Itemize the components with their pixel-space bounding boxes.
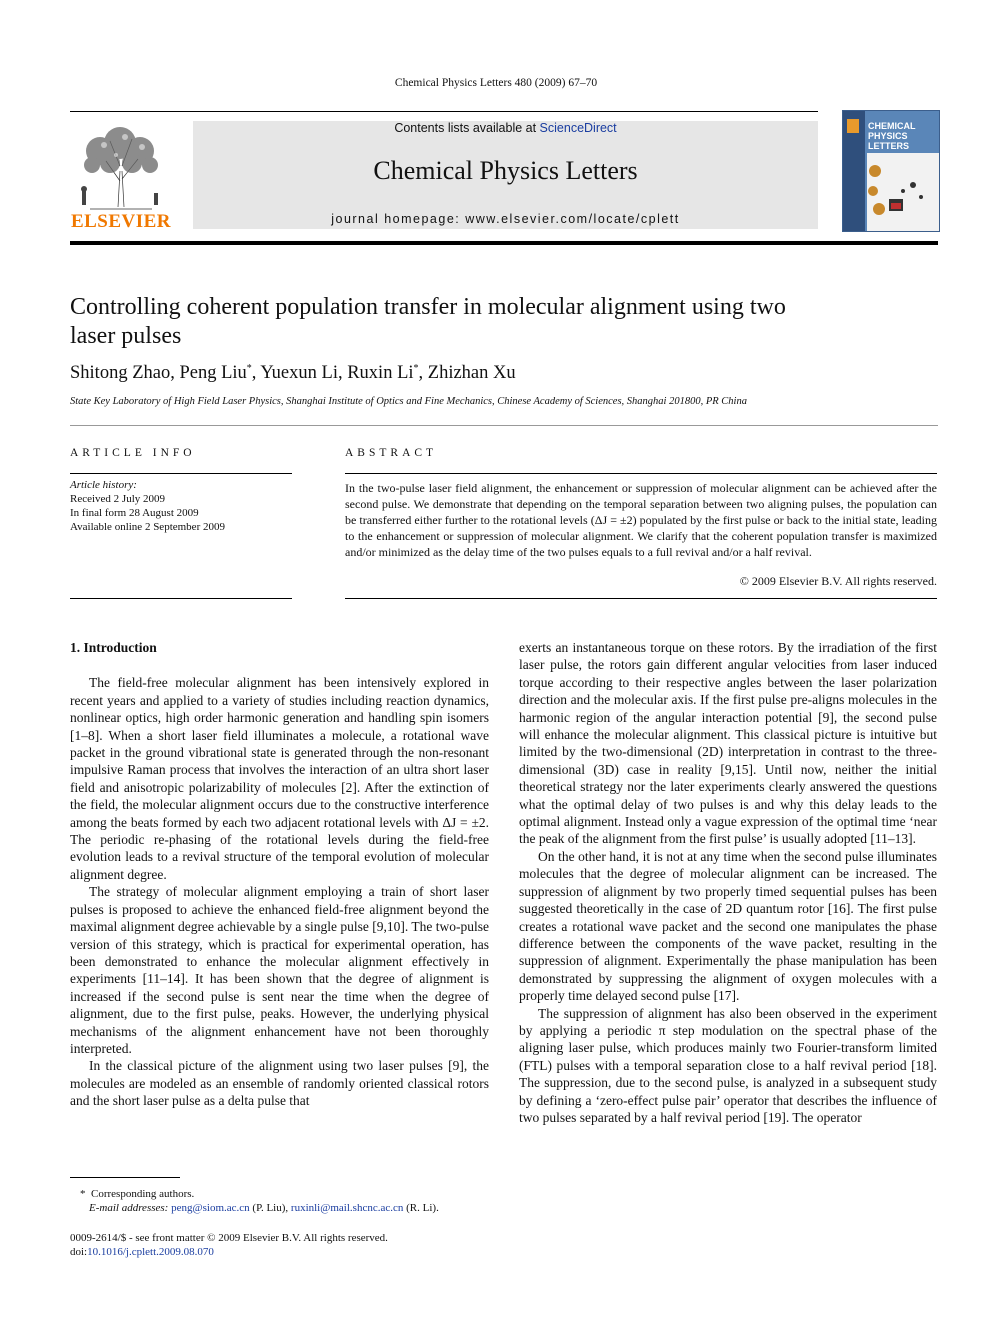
footnote-rule <box>70 1177 180 1178</box>
header-rule <box>70 111 818 112</box>
email-owner-1: (P. Liu), <box>252 1202 289 1214</box>
issn-line: 0009-2614/$ - see front matter © 2009 Elsevier B.V. All rights reserved. <box>70 1232 388 1244</box>
email-label: E-mail addresses: <box>89 1202 169 1214</box>
author: Yuexun Li <box>260 363 338 384</box>
email-link-1[interactable]: peng@siom.ac.cn <box>171 1202 250 1214</box>
footnote <box>80 1187 500 1215</box>
corresponding-mark[interactable]: * <box>246 363 252 374</box>
article-history <box>70 478 292 534</box>
info-bottom-rule <box>70 598 292 599</box>
article-title <box>70 293 930 351</box>
corresponding-note <box>80 1187 500 1201</box>
doi-label: doi: <box>70 1246 88 1258</box>
online-date: Available online 2 September 2009 <box>70 521 225 533</box>
cover-title: CHEMICAL PHYSICS LETTERS <box>868 121 916 151</box>
divider <box>70 425 938 426</box>
received-date: Received 2 July 2009 <box>70 493 166 505</box>
journal-reference: Chemical Physics Letters 480 (2009) 67–70 <box>394 77 598 89</box>
affiliation: State Key Laboratory of High Field Laser Physics, Shanghai Institute of Optics and Fine Mechanics, Chinese Academy of Sciences, Shanghai 201800, PR China <box>70 396 747 407</box>
copyright: © 2009 Elsevier B.V. All rights reserved. <box>739 574 937 588</box>
email-link-2[interactable]: ruxinli@mail.shcnc.ac.cn <box>290 1202 404 1214</box>
journal-homepage[interactable]: journal homepage: www.elsevier.com/locate/cplett <box>331 212 680 226</box>
author: Shitong Zhao <box>70 363 171 384</box>
final-form-date: In final form 28 August 2009 <box>70 507 199 519</box>
corresponding-mark[interactable]: * <box>413 363 419 374</box>
email-owner-2: (R. Li). <box>406 1202 439 1214</box>
contents-prefix: Contents lists available at <box>394 121 540 135</box>
paragraph: On the other hand, it is not at any time when the second pulse illuminates molecules that the degree of molecular alignment can be increased. The suppression of alignment by two properly timed sequential pulses has been suggested theoretically in the case of 2D quantum rotor [16]. The first pulse creates a rotational wave packet and the second one manipulates the phase difference between the components of the wave packet, resulting in the suppression of alignment. Experimentally the phase manipulation has been demonstrated by suppressing the alignment of oxygen molecules with a properly time delayed second pulse [17]. <box>519 848 937 1004</box>
header-thick-rule <box>70 241 938 245</box>
right-column <box>519 639 937 1126</box>
author: Peng Liu <box>179 363 247 384</box>
abstract-heading: ABSTRACT <box>345 447 438 459</box>
author-list: Shitong Zhao, Peng Liu*, Yuexun Li, Ruxin Li*, Zhizhan Xu <box>70 363 516 384</box>
doi-link[interactable]: 10.1016/j.cplett.2009.08.070 <box>87 1246 214 1258</box>
paragraph: exerts an instantaneous torque on these rotors. By the irradiation of the first laser pulse, the rotors gain different angular velocities from laser induced torque according to their respective angles between the laser polarization direction and the molecular axis. If the first pulse pre-aligns molecules in the harmonic region of the angular interaction potential [9], the second pulse will enhance the molecular alignment. This classical picture is intuitive but limited by the two-dimensional (2D) interpretation in contrast to the three-dimensional (3D) case in reality [9,15]. Until now, neither the initial theoretical strategy nor the later experiments clearly answered the questions what the optimal delay of two pulses is and why this delay leads to the optimal alignment. Instead only a vague expression of the optimal time ‘near the peak of the alignment from the first pulse’ is usually adopted [11–13]. <box>519 640 937 847</box>
publisher-logo-text: ELSEVIER <box>70 211 172 232</box>
paragraph: In the classical picture of the alignment using two laser pulses [9], the molecules are modeled as an ensemble of randomly oriented classical rotors and the short laser pulse as a delta pulse that <box>70 1058 489 1109</box>
footnote-mark: * <box>80 1188 86 1200</box>
doi-line <box>70 1245 530 1259</box>
title-line-1: Controlling coherent population transfer in molecular alignment using two <box>70 294 786 320</box>
section-heading: 1. Introduction <box>70 640 157 655</box>
contents-line <box>193 121 818 135</box>
abstract-rule <box>345 473 937 474</box>
history-label: Article history: <box>70 479 137 491</box>
corresponding-label: Corresponding authors. <box>91 1188 195 1200</box>
issn-block <box>70 1231 530 1259</box>
abstract-text: In the two-pulse laser field alignment, the enhancement or suppression of molecular alignment can be achieved after the second pulse. We demonstrate that depending on the temporal separation between two aligning pulses, the population can be transferred either further to the rotational levels (ΔJ = ±2) populated by the first pulse or back to the initial state, leading to the enhancement or suppression of molecular alignment. We clarify that the coherent population transfer is maximized and/or minimized as the delay time of the two pulses equals to a full revival and/or a half revival. <box>345 481 937 559</box>
paragraph: The field-free molecular alignment has been intensively explored in recent years and applied to a variety of studies including reaction dynamics, nonlinear optics, high order harmonic generation and handling spin isomers [1–8]. When a short laser field illuminates a molecule, a rotational wave packet in the ground vibrational state is generated through the non-resonant impulsive Raman process that involves the interaction of an ultra short laser field and anisotropic polarizability of molecules [2]. After the extinction of the field, the molecular alignment occurs due to the constructive interference among the beats formed by each two adjacent rotational levels with ΔJ = ±2. The periodic re-phasing of the rotational levels during the field-free evolution leads to a revival structure of the temporal evolution of molecular alignment degree. <box>70 675 489 882</box>
author: Zhizhan Xu <box>427 363 516 384</box>
article-info-heading: ARTICLE INFO <box>70 447 196 459</box>
sciencedirect-link[interactable]: ScienceDirect <box>539 121 617 135</box>
left-column <box>70 639 489 1110</box>
journal-title: Chemical Physics Letters <box>373 156 638 185</box>
title-line-2: laser pulses <box>70 323 182 349</box>
paragraph: The suppression of alignment has also been observed in the experiment by applying a periodic π step modulation on the spectral phase of the aligning laser pulse, which produces mainly two Fourier-transform limited (FTL) pulses with a temporal separation close to a half revival period [18]. The suppression, due to the second pulse, is analyzed in a subsequent study by defining a ‘zero-effect pulse pair’ operator that describes the influence of two pulses separated by a half revival period [19]. The operator <box>519 1005 937 1125</box>
author: Ruxin Li <box>347 363 414 384</box>
info-rule <box>70 473 292 474</box>
abstract-bottom-rule <box>345 598 937 599</box>
email-line <box>80 1201 500 1215</box>
paragraph: The strategy of molecular alignment employing a train of short laser pulses is proposed to achieve the enhanced field-free alignment beyond the maximal alignment degree achievable by a single pulse [9,10]. The two-pulse version of this strategy, which is practical for experimental operation, has been demonstrated to enhance the molecular alignment effectively in experiments [11–14]. It has been shown that the degree of alignment is increased if the second pulse is sent near the time when the degree of alignment, due to the first pulse, peaks. However, the underlying physical mechanisms of the alignment enhancement have not been thoroughly interpreted. <box>70 884 489 1056</box>
